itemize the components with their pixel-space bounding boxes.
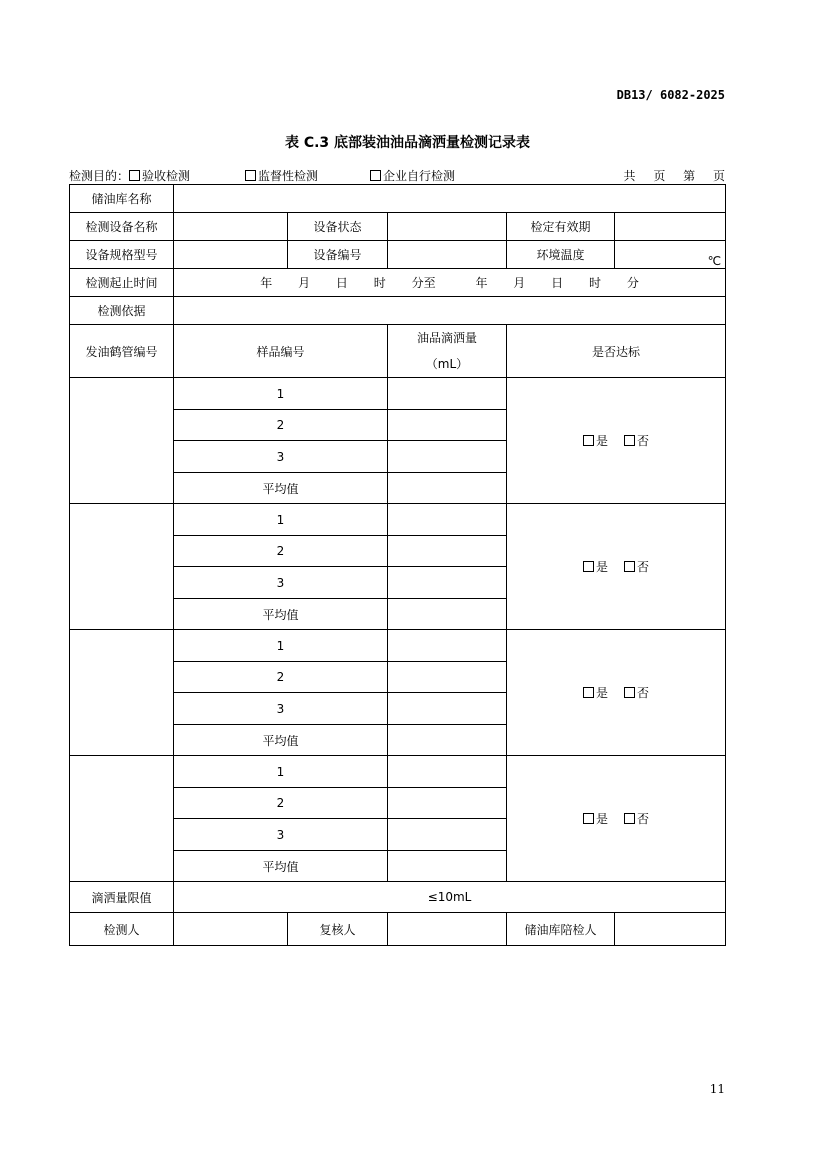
- option-label: 验收检测: [142, 168, 191, 183]
- time-range-value[interactable]: [174, 269, 726, 297]
- table-title: 表 C.3 底部装油油品滴洒量检测记录表: [284, 135, 531, 151]
- arm-no-cell[interactable]: [70, 756, 174, 882]
- drip-amount-unit: （mL）: [425, 357, 469, 371]
- arm-no-cell[interactable]: [70, 504, 174, 630]
- drip-amount-cell[interactable]: [388, 851, 507, 882]
- device-model-value[interactable]: [174, 241, 288, 269]
- time-part: 日: [335, 276, 348, 290]
- col-header-drip-amount: [388, 325, 507, 378]
- checkbox-icon: [583, 687, 594, 698]
- purpose-option-supervision[interactable]: [245, 167, 318, 184]
- page-counter: 共 页 第 页: [623, 168, 725, 183]
- time-range-label: 检测起止时间: [70, 269, 174, 297]
- reviewer-value[interactable]: [388, 913, 507, 946]
- sample-no-cell: 1: [174, 378, 388, 410]
- escort-label: 储油库陪检人: [507, 913, 615, 946]
- device-model-label: 设备规格型号: [70, 241, 174, 269]
- checkbox-icon: [245, 170, 256, 181]
- checkbox-icon: [129, 170, 140, 181]
- col-header-sample-no: 样品编号: [174, 325, 388, 378]
- arm-no-cell[interactable]: [70, 378, 174, 504]
- purpose-label: 检测目的：: [69, 168, 130, 183]
- yes-label: 是: [596, 686, 609, 700]
- drip-amount-cell[interactable]: [388, 693, 507, 725]
- time-part: 月: [513, 276, 526, 290]
- valid-period-value[interactable]: [615, 213, 726, 241]
- pass-cell: [507, 504, 726, 630]
- sample-no-cell: 3: [174, 693, 388, 725]
- drip-amount-cell[interactable]: [388, 756, 507, 788]
- drip-amount-cell[interactable]: [388, 819, 507, 851]
- time-part: 分至: [411, 276, 436, 290]
- option-label: 监督性检测: [258, 168, 319, 183]
- device-status-value[interactable]: [388, 213, 507, 241]
- pass-no-option[interactable]: [624, 434, 649, 448]
- sample-no-cell: 2: [174, 536, 388, 567]
- yes-label: 是: [596, 812, 609, 826]
- table-row: [70, 378, 726, 410]
- checkbox-icon: [583, 435, 594, 446]
- pass-cell: [507, 756, 726, 882]
- purpose-option-self-check[interactable]: [370, 167, 455, 184]
- reviewer-label: 复核人: [288, 913, 388, 946]
- device-no-label: 设备编号: [288, 241, 388, 269]
- drip-amount-cell[interactable]: [388, 441, 507, 473]
- pass-yes-option[interactable]: [583, 812, 608, 826]
- page-number: 11: [709, 1082, 725, 1096]
- device-status-label: 设备状态: [288, 213, 388, 241]
- time-part: 月: [298, 276, 311, 290]
- drip-amount-cell[interactable]: [388, 662, 507, 693]
- sample-no-cell: 2: [174, 410, 388, 441]
- drip-amount-cell[interactable]: [388, 599, 507, 630]
- pass-no-option[interactable]: [624, 812, 649, 826]
- table-row: [70, 504, 726, 536]
- drip-amount-title: 油品滴洒量: [416, 331, 477, 345]
- record-table: [69, 184, 726, 946]
- drip-amount-cell[interactable]: [388, 567, 507, 599]
- time-part: 时: [588, 276, 601, 290]
- pass-cell: [507, 630, 726, 756]
- sample-no-cell: 3: [174, 441, 388, 473]
- checkbox-icon: [624, 813, 635, 824]
- time-part: 分: [626, 276, 639, 290]
- checkbox-icon: [583, 561, 594, 572]
- drip-amount-cell[interactable]: [388, 630, 507, 662]
- no-label: 否: [637, 560, 650, 574]
- purpose-row: [69, 166, 725, 184]
- drip-amount-cell[interactable]: [388, 536, 507, 567]
- arm-no-cell[interactable]: [70, 630, 174, 756]
- sample-no-cell: 平均值: [174, 599, 388, 630]
- time-part: 年: [260, 276, 273, 290]
- sample-no-cell: 平均值: [174, 725, 388, 756]
- depot-name-value[interactable]: [174, 185, 726, 213]
- drip-amount-cell[interactable]: [388, 378, 507, 410]
- basis-value[interactable]: [174, 297, 726, 325]
- valid-period-label: 检定有效期: [507, 213, 615, 241]
- time-part: 日: [551, 276, 564, 290]
- limit-value: ≤10mL: [174, 882, 726, 913]
- escort-value[interactable]: [615, 913, 726, 946]
- no-label: 否: [637, 812, 650, 826]
- signoff-row: [70, 913, 726, 946]
- sample-no-cell: 平均值: [174, 473, 388, 504]
- sample-no-cell: 1: [174, 630, 388, 662]
- sample-no-cell: 1: [174, 756, 388, 788]
- limit-label: 滴洒量限值: [70, 882, 174, 913]
- basis-label: 检测依据: [70, 297, 174, 325]
- device-no-value[interactable]: [388, 241, 507, 269]
- drip-amount-cell[interactable]: [388, 725, 507, 756]
- drip-amount-cell[interactable]: [388, 788, 507, 819]
- pass-yes-option[interactable]: [583, 434, 608, 448]
- temp-unit: ℃: [707, 254, 722, 268]
- device-name-value[interactable]: [174, 213, 288, 241]
- device-name-label: 检测设备名称: [70, 213, 174, 241]
- time-part: 年: [475, 276, 488, 290]
- purpose-option-acceptance[interactable]: [129, 167, 190, 184]
- sample-no-cell: 1: [174, 504, 388, 536]
- col-header-arm-no: 发油鹤管编号: [70, 325, 174, 378]
- pass-yes-option[interactable]: [583, 686, 608, 700]
- ambient-temp-value[interactable]: [615, 241, 726, 269]
- option-label: 企业自行检测: [383, 168, 456, 183]
- checkbox-icon: [370, 170, 381, 181]
- pass-no-option[interactable]: [624, 686, 649, 700]
- checkbox-icon: [624, 561, 635, 572]
- pass-cell: [507, 378, 726, 504]
- depot-name-label: 储油库名称: [70, 185, 174, 213]
- checkbox-icon: [583, 813, 594, 824]
- checkbox-icon: [624, 687, 635, 698]
- table-row: [70, 630, 726, 662]
- col-header-pass: 是否达标: [507, 325, 726, 378]
- inspector-label: 检测人: [70, 913, 174, 946]
- drip-amount-cell[interactable]: [388, 410, 507, 441]
- time-part: 时: [373, 276, 386, 290]
- no-label: 否: [637, 434, 650, 448]
- table-row: [70, 756, 726, 788]
- pass-yes-option[interactable]: [583, 560, 608, 574]
- yes-label: 是: [596, 434, 609, 448]
- drip-amount-cell[interactable]: [388, 473, 507, 504]
- yes-label: 是: [596, 560, 609, 574]
- sample-no-cell: 3: [174, 567, 388, 599]
- sample-no-cell: 2: [174, 662, 388, 693]
- inspector-value[interactable]: [174, 913, 288, 946]
- limit-row: [70, 882, 726, 913]
- checkbox-icon: [624, 435, 635, 446]
- no-label: 否: [637, 686, 650, 700]
- ambient-temp-label: 环境温度: [507, 241, 615, 269]
- document-code: DB13/ 6082-2025: [616, 88, 725, 102]
- pass-no-option[interactable]: [624, 560, 649, 574]
- sample-no-cell: 3: [174, 819, 388, 851]
- sample-no-cell: 2: [174, 788, 388, 819]
- sample-no-cell: 平均值: [174, 851, 388, 882]
- drip-amount-cell[interactable]: [388, 504, 507, 536]
